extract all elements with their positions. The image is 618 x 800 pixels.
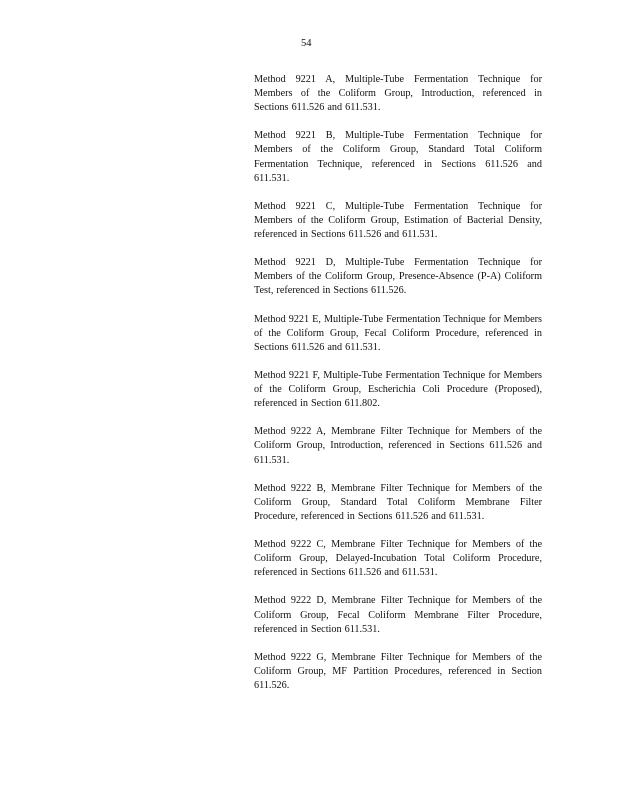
- method-9222-g: Method 9222 G, Membrane Filter Technique for Members of the Coliform Group, MF Partition Procedures, referenced in Section 611.526.: [254, 651, 542, 692]
- method-9222-a: Method 9222 A, Membrane Filter Technique for Members of the Coliform Group, Introduction, referenced in Sections 611.526 and 611.531.: [254, 426, 542, 466]
- method-9221-a: Method 9221 A, Multiple-Tube Fermentation Technique for Members of the Coliform Group, Introduction, referenced in Sections 611.526 and 611.531.: [254, 74, 542, 114]
- method-9221-c: Method 9221 C, Multiple-Tube Fermentation Technique for Members of the Coliform Group, Estimation of Bacterial Density, referenced in Sections 611.526 and 611.531.: [254, 200, 542, 241]
- page-number: 54: [301, 38, 312, 49]
- method-9221-d: Method 9221 D, Multiple-Tube Fermentation Technique for Members of the Coliform Group, Presence-Absence (P-A) Coliform Test, referenced in Sections 611.526.: [254, 257, 542, 297]
- method-9221-b: Method 9221 B, Multiple-Tube Fermentation Technique for Members of the Coliform Group, Standard Total Coliform Fermentation Technique, referenced in Sections 611.526 and 611.531.: [254, 130, 542, 184]
- method-9221-e: Method 9221 E, Multiple-Tube Fermentation Technique for Members of the Coliform Group, Fecal Coliform Procedure, referenced in Sections 611.526 and 611.531.: [254, 313, 542, 353]
- method-9222-c: Method 9222 C, Membrane Filter Technique for Members of the Coliform Group, Delayed-Incubation Total Coliform Procedure, referenced in Sections 611.526 and 611.531.: [254, 539, 542, 579]
- method-reference-list: [254, 73, 542, 707]
- method-9221-f: Method 9221 F, Multiple-Tube Fermentation Technique for Members of the Coliform Group, Escherichia Coli Procedure (Proposed), referenced in Section 611.802.: [254, 369, 542, 410]
- method-9222-d: Method 9222 D, Membrane Filter Technique for Members of the Coliform Group, Fecal Coliform Membrane Filter Procedure, referenced in Section 611.531.: [254, 595, 542, 635]
- method-9222-b: Method 9222 B, Membrane Filter Technique for Members of the Coliform Group, Standard Total Coliform Membrane Filter Procedure, referenced in Sections 611.526 and 611.531.: [254, 482, 542, 522]
